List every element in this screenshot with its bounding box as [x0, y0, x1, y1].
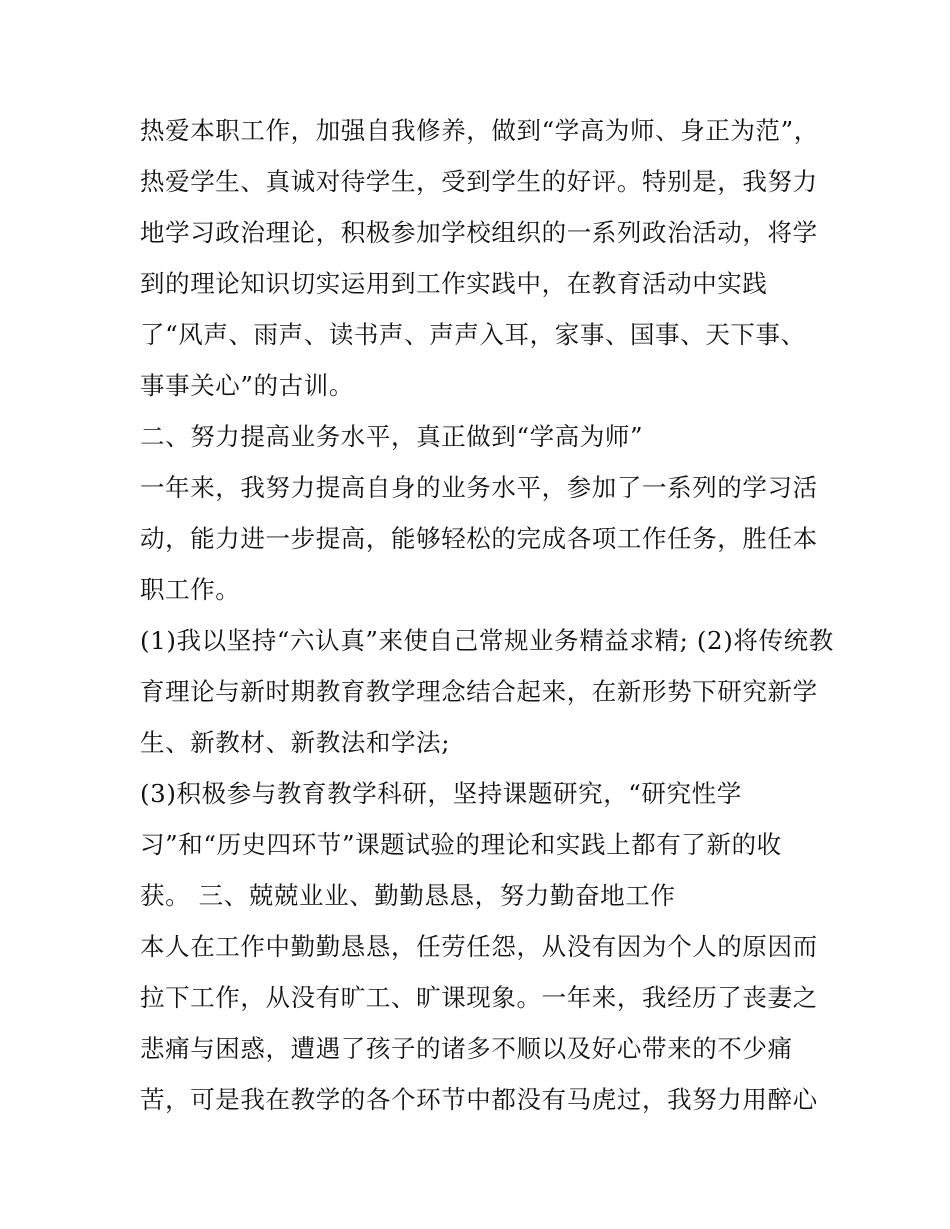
text-line-6: 事事关心”的古训。: [140, 371, 354, 400]
text-line-20: 苦，可是我在教学的各个环节中都没有马虎过，我努力用醉心: [140, 1085, 818, 1114]
text-line-8: 一年来，我努力提高自身的业务水平，参加了一系列的学习活: [140, 473, 818, 502]
text-line-19: 悲痛与困惑，遭遇了孩子的诸多不顺以及好心带来的不少痛: [140, 1034, 793, 1063]
text-line-14: (3)积极参与教育教学科研，坚持课题研究，“研究性学: [140, 779, 742, 808]
section-heading-3: 获。 三、兢兢业业、勤勤恳恳，努力勤奋地工作: [140, 881, 676, 910]
section-heading-2: 二、努力提高业务水平，真正做到“学高为师”: [140, 422, 644, 451]
text-line-11: (1)我以坚持“六认真”来使自己常规业务精益求精; (2)将传统教: [140, 626, 834, 655]
text-line-12: 育理论与新时期教育教学理念结合起来，在新形势下研究新学: [140, 677, 818, 706]
text-line-1: 热爱本职工作，加强自我修养，做到“学高为师、身正为范”，: [140, 116, 819, 145]
text-line-15: 习”和“历史四环节”课题试验的理论和实践上都有了新的收: [140, 830, 782, 859]
text-line-3: 地学习政治理论，积极参加学校组织的一系列政治活动，将学: [140, 218, 818, 247]
text-line-4: 到的理论知识切实运用到工作实践中，在教育活动中实践: [140, 269, 768, 298]
text-line-10: 职工作。: [140, 575, 241, 604]
text-line-9: 动，能力进一步提高，能够轻松的完成各项工作任务，胜任本: [140, 524, 818, 553]
text-line-5: 了“风声、雨声、读书声、声声入耳，家事、国事、天下事、: [140, 320, 806, 349]
text-line-17: 本人在工作中勤勤恳恳，任劳任怨，从没有因为个人的原因而: [140, 932, 818, 961]
text-line-2: 热爱学生、真诚对待学生，受到学生的好评。特别是，我努力: [140, 167, 818, 196]
text-line-18: 拉下工作，从没有旷工、旷课现象。一年来，我经历了丧妻之: [140, 983, 818, 1012]
text-line-13: 生、新教材、新教法和学法;: [140, 728, 451, 757]
body-text: [140, 105, 834, 1125]
